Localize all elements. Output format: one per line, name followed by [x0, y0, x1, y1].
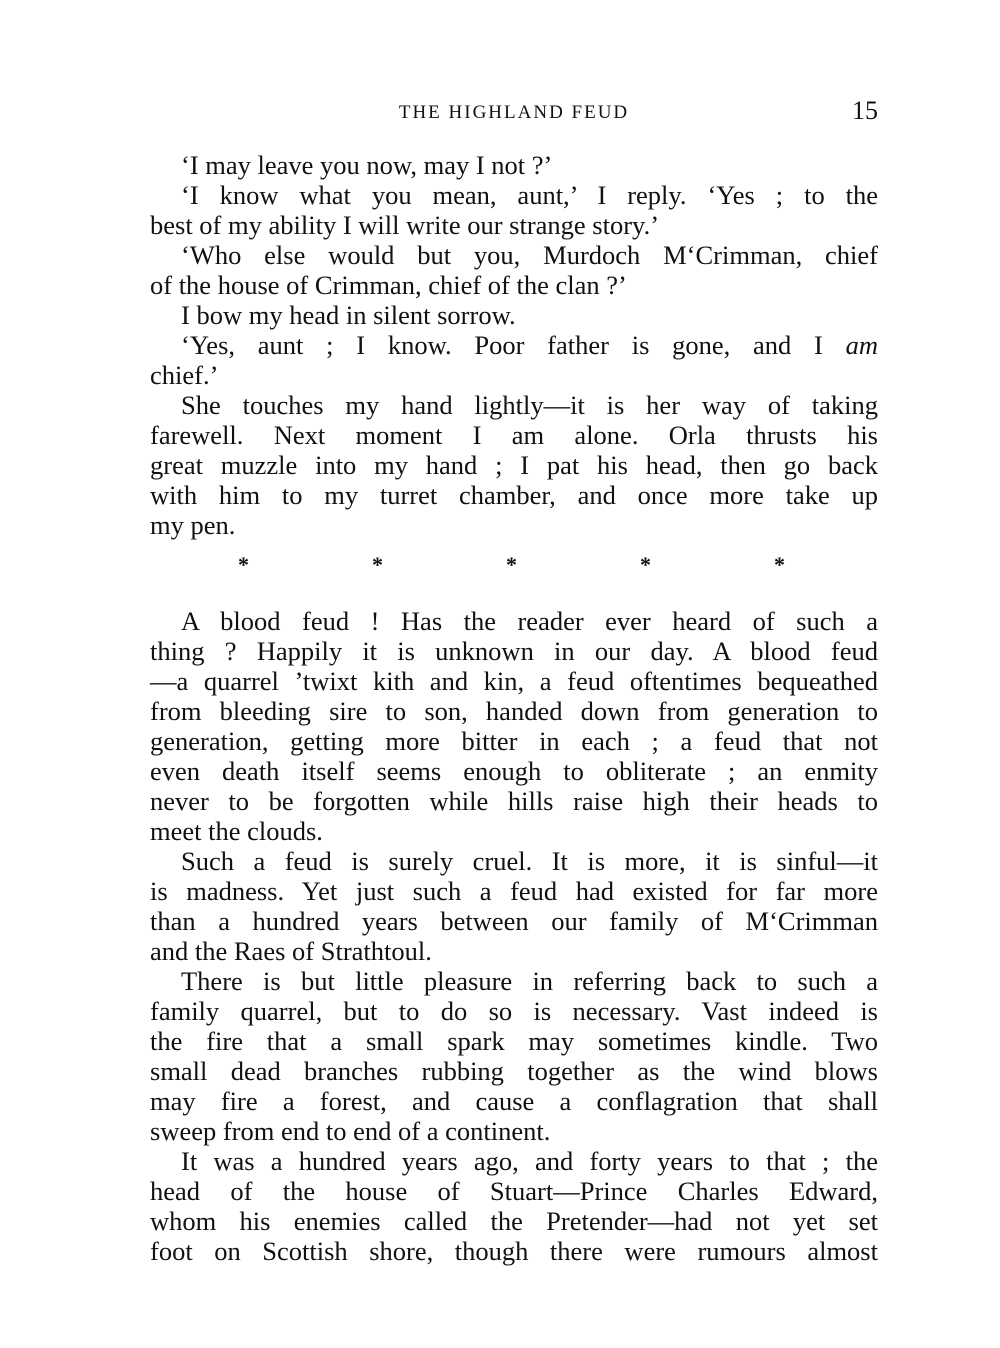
text-line: There is but little pleasure in referring back to such a [181, 966, 878, 996]
text-line: sweep from end to end of a continent. [150, 1116, 551, 1146]
text-line: meet the clouds. [150, 816, 323, 846]
text-line: even death itself seems enough to obliterate ; an enmity [150, 756, 878, 786]
text-line: is madness. Yet just such a feud had existed for far more [150, 876, 878, 906]
text-line: generation, getting more bitter in each ; a feud that not [150, 726, 878, 756]
text-line: ‘Who else would but you, Murdoch M‘Crimman, chief [181, 240, 878, 270]
text-line: thing ? Happily it is unknown in our day. A blood feud [150, 636, 878, 666]
separator-star: * [372, 552, 383, 577]
text-line: —a quarrel ’twixt kith and kin, a feud oftentimes bequeathed [150, 666, 878, 696]
text-line: great muzzle into my hand ; I pat his head, then go back [150, 450, 878, 480]
text-line: and the Raes of Strathtoul. [150, 936, 432, 966]
running-header [150, 96, 878, 128]
body-text [150, 150, 878, 1266]
separator-star: * [640, 552, 651, 577]
text-line: foot on Scottish shore, though there were rumours almost [150, 1236, 878, 1266]
text-line: ‘I may leave you now, may I not ?’ [181, 150, 553, 180]
text-line: the fire that a small spark may sometimes kindle. Two [150, 1026, 878, 1056]
text-line: A blood feud ! Has the reader ever heard of such a [181, 606, 878, 636]
text-line: She touches my hand lightly—it is her way of taking [181, 390, 878, 420]
text-line: family quarrel, but to do so is necessary. Vast indeed is [150, 996, 878, 1026]
text-line: with him to my turret chamber, and once more take up [150, 480, 878, 510]
page-number: 15 [852, 96, 878, 125]
text-line: ‘I know what you mean, aunt,’ I reply. ‘Yes ; to the [181, 180, 878, 210]
running-title: THE HIGHLAND FEUD [398, 102, 630, 123]
text-line: chief.’ [150, 360, 219, 390]
text-line: farewell. Next moment I am alone. Orla thrusts his [150, 420, 878, 450]
text-line: small dead branches rubbing together as the wind blows [150, 1056, 878, 1086]
text-line: my pen. [150, 510, 236, 540]
text-line: head of the house of Stuart—Prince Charles Edward, [150, 1176, 878, 1206]
text-line [150, 330, 878, 360]
section-separator [150, 540, 878, 596]
text-line: than a hundred years between our family of M‘Crimman [150, 906, 878, 936]
text-line: may fire a forest, and cause a conflagration that shall [150, 1086, 878, 1116]
text-span: ‘Yes, aunt ; I know. Poor father is gone, and I [181, 330, 823, 360]
text-line: from bleeding sire to son, handed down from generation to [150, 696, 878, 726]
text-line: whom his enemies called the Pretender—had not yet set [150, 1206, 878, 1236]
text-line: I bow my head in silent sorrow. [181, 300, 516, 330]
separator-star: * [506, 552, 517, 577]
italic-word: am [845, 330, 878, 360]
separator-star: * [774, 552, 785, 577]
text-line: never to be forgotten while hills raise high their heads to [150, 786, 878, 816]
separator-star: * [238, 552, 249, 577]
text-line: of the house of Crimman, chief of the clan ?’ [150, 270, 627, 300]
text-line: Such a feud is surely cruel. It is more, it is sinful—it [181, 846, 878, 876]
text-line: best of my ability I will write our strange story.’ [150, 210, 660, 240]
text-line: It was a hundred years ago, and forty years to that ; the [181, 1146, 878, 1176]
